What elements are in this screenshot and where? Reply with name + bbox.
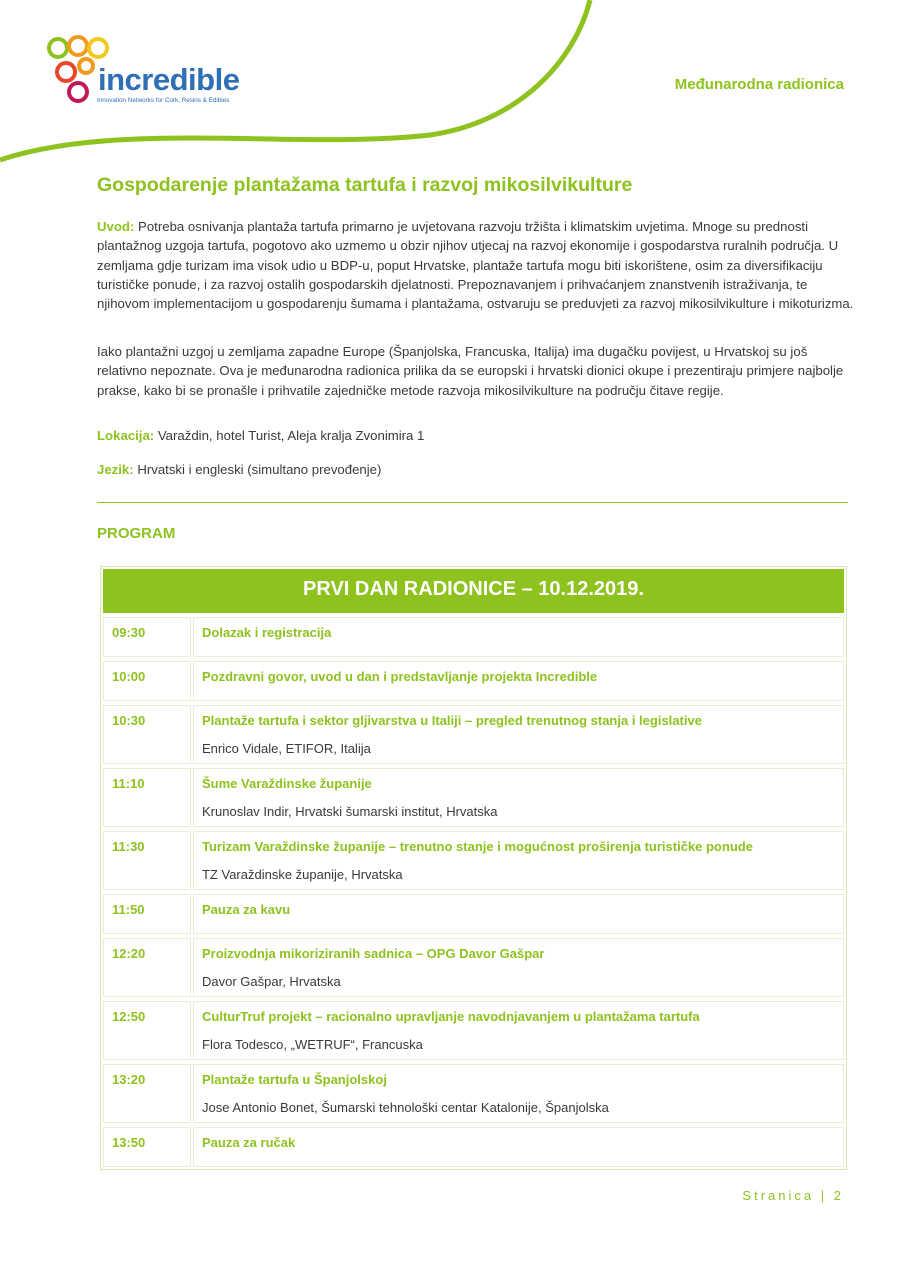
location-line [97,428,424,443]
page-label: Stranica [742,1188,815,1203]
language-label: Jezik: [97,462,134,477]
intro-paragraph [97,217,857,313]
page-footer [742,1188,844,1203]
page-number: 2 [833,1188,844,1203]
session-cell [193,768,844,827]
session-title: Proizvodnja mikoriziranih sadnica – OPG Davor Gašpar [202,946,545,961]
table-row [101,766,846,829]
table-row [101,829,846,892]
session-speaker: Krunoslav Indir, Hrvatski šumarski institut, Hrvatska [202,804,498,819]
session-cell [193,1064,844,1123]
language-line [97,462,381,477]
schedule-table [100,566,847,1170]
session-cell [193,831,844,890]
section-divider [97,502,848,503]
location-label: Lokacija: [97,428,155,443]
session-speaker: Flora Todesco, „WETRUF“, Francuska [202,1037,423,1052]
intro-text: Potreba osnivanja plantaža tartufa primarno je uvjetovana razvoju tržišta i klimatskim uvjetima. Mnoge su prednosti plantažnog uzgoja tartufa, pogotovo ako uzmemo u obzir njihov utjecaj na razvoj ekonomije i gospodarstva ruralnih područja. U zemljama gdje turizam ima visok udio u BDP-u, poput Hrvatske, plantaže tartufa mogu biti iskorištene, osim za diversifikaciju turističke ponude, i za razvoj ostalih gospodarskih djelatnosti. Prepoznavanjem i prihvaćanjem znanstvenih istraživanja, te njihovom implementacijom u gospodarenju šumama i plantažama, ostvaruju se preduvjeti za razvoj mikosilvikulture i mikoturizma. [97,219,854,312]
session-time: 12:20 [103,938,191,997]
session-title: Turizam Varaždinske županije – trenutno stanje i mogućnost proširenja turističke ponude [202,839,753,854]
session-cell [193,1001,844,1060]
session-title: Plantaže tartufa u Španjolskoj [202,1072,387,1087]
page-separator: | [820,1188,828,1203]
location-value: Varaždin, hotel Turist, Aleja kralja Zvonimira 1 [157,428,425,443]
session-cell [193,1127,844,1167]
session-time: 11:50 [103,894,191,934]
document-title: Gospodarenje plantažama tartufa i razvoj mikosilvikulture [97,174,633,196]
session-time: 11:30 [103,831,191,890]
schedule-day-title: PRVI DAN RADIONICE – 10.12.2019. [103,569,844,613]
table-row [101,999,846,1062]
session-title: Pauza za kavu [202,902,291,917]
session-time: 13:50 [103,1127,191,1167]
session-speaker: TZ Varaždinske županije, Hrvatska [202,867,403,882]
second-paragraph: Iako plantažni uzgoj u zemljama zapadne Europe (Španjolska, Francuska, Italija) ima dugačku povijest, u Hrvatskoj su još relativno nepoznate. Ova je međunarodna radionica prilika da se europski i hrvatski dionici okupe i prezentiraju primjere najbolje prakse, kako bi se pronašle i prihvatile zajedničke metode razvoja mikosilvikulture na području čitave regije. [97,344,844,398]
session-time: 11:10 [103,768,191,827]
table-row [101,615,846,659]
logo-tagline: Innovation Networks for Cork, Resins & Edibles [97,97,230,104]
session-time: 12:50 [103,1001,191,1060]
table-row [101,1062,846,1125]
session-time: 10:00 [103,661,191,701]
session-speaker: Jose Antonio Bonet, Šumarski tehnološki centar Katalonije, Španjolska [202,1100,609,1115]
session-title: Pozdravni govor, uvod u dan i predstavljanje projekta Incredible [202,669,598,684]
header-event-type: Međunarodna radionica [674,76,844,93]
table-row [101,892,846,936]
language-value: Hrvatski i engleski (simultano prevođenje) [137,462,382,477]
intro-label: Uvod: [97,219,135,234]
session-speaker: Enrico Vidale, ETIFOR, Italija [202,741,371,756]
session-time: 10:30 [103,705,191,764]
session-title: CulturTruf projekt – racionalno upravljanje navodnjavanjem u plantažama tartufa [202,1009,700,1024]
session-time: 09:30 [103,617,191,657]
session-cell [193,938,844,997]
session-title: Plantaže tartufa i sektor gljivarstva u Italiji – pregled trenutnog stanja i legislative [202,713,702,728]
session-time: 13:20 [103,1064,191,1123]
table-row [101,659,846,703]
session-cell [193,617,844,657]
table-row [101,936,846,999]
incredible-logo [46,34,266,114]
table-row [101,703,846,766]
session-title: Pauza za ručak [202,1135,296,1150]
logo-wordmark: incredible [98,62,240,97]
session-cell [193,661,844,701]
session-cell [193,894,844,934]
program-heading: PROGRAM [97,525,176,542]
session-speaker: Davor Gašpar, Hrvatska [202,974,341,989]
session-cell [193,705,844,764]
table-row [101,1125,846,1169]
session-title: Dolazak i registracija [202,625,332,640]
session-title: Šume Varaždinske županije [202,776,372,791]
